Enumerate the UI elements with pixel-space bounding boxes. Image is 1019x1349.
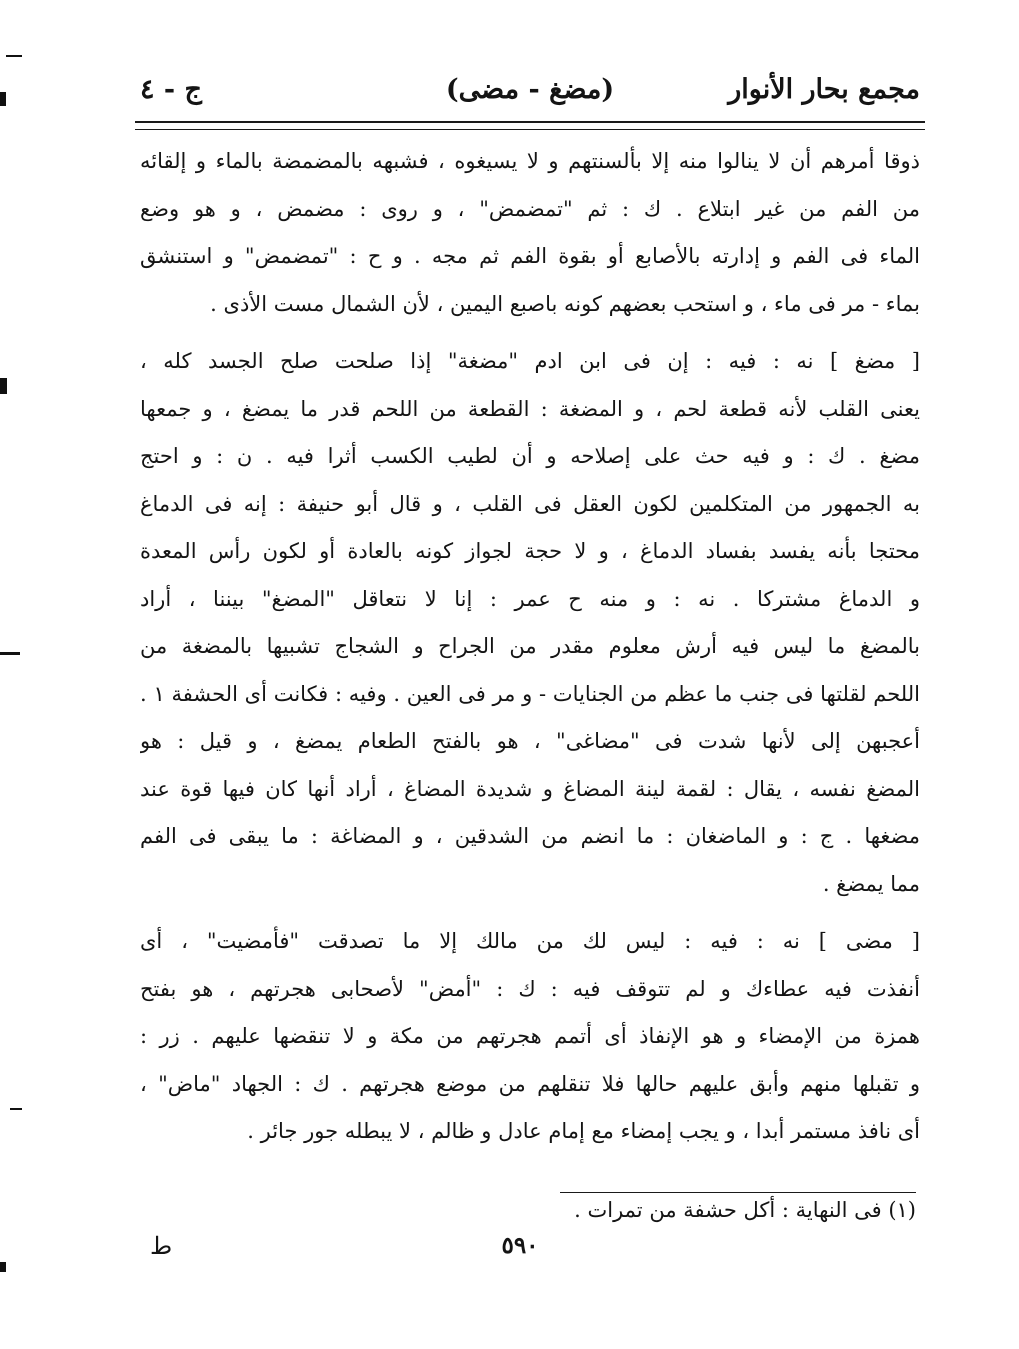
text-line: مما يمضغ . (822, 871, 920, 896)
text-line: من الفم من غير ابتلاع . ك : ثم "تمضمض" ، و روى : مضمض ، و هو وضع (140, 196, 920, 221)
header-rule (135, 121, 925, 130)
scan-edge-mark (0, 1262, 6, 1272)
text-line: بالمضغ ما ليس فيه أرش معلوم مقدر من الجراح و الشجاج تشبيها بالمضغة من (140, 634, 920, 658)
text-line: مضغ . ك : و فيه حث على إصلاحه و أن لطيب الكسب أثرا فيه . ن : و احتج (140, 444, 920, 468)
entry-heading-line: [ مضغ ] نه : فيه : إن فى ابن ادم "مضغة" إذا صلحت صلح الجسد كله ، (140, 349, 920, 373)
text-line: به الجمهور من المتكلمين لكون العقل فى القلب ، و قال أبو حنيفة : إنه فى الدماغ (140, 491, 920, 516)
text-line: بماء - مر فى ماء ، و استحب بعضهم كونه باصبع اليمين ، لأن الشمال مست الأذى . (210, 291, 920, 316)
text-line: و الدماغ مشتركا . نه : و منه ح عمر : إنا لا نتعاقل "المضغ" بيننا ، أراد (140, 586, 920, 611)
text-line: أنفذت فيه عطاءك و لم تتوقف فيه : ك : "أمض" لأصحابى هجرتهم ، هو بفتح (140, 976, 920, 1001)
footnote: (١) فى النهاية : أكل حشفة من تمرات . (574, 1198, 916, 1222)
text-line: اللحم لقلتها فى جنب ما عظم من الجنايات - و مر فى العين . وفيه : فكانت أى الحشفة ١ . (140, 681, 920, 706)
text-line: الماء فى الفم و إدارته بالأصابع أو بقوة الفم ثم مجه . و ح : "تمضمض" و استنشق (140, 244, 920, 268)
signature-mark: ط (150, 1232, 173, 1260)
text-line: ذوقا أمرهم أن لا ينالوا منه إلا بألسنتهم و لا يسيغوه ، فشبهه بالمضمضة بالماء و إلقائه (140, 149, 920, 173)
footnote-rule (560, 1192, 916, 1193)
text-line: المضغ نفسه ، يقال : لقمة لينة المضاغ و شديدة المضاغ ، أراد أنها كان فيها قوة عند (140, 776, 920, 801)
text-line: يعنى القلب لأنه قطعة لحم ، و المضغة : القطعة من اللحم قدر ما يمضغ ، و جمعها (140, 396, 920, 421)
volume-number: ج - ٤ (140, 74, 202, 105)
body-text (140, 138, 920, 1156)
text-line: أعجبهن إلى لأنها شدت فى "مضاغى" ، هو بالفتح الطعام يمضغ ، و قيل : هو (140, 729, 920, 753)
scan-edge-mark (10, 1108, 22, 1110)
text-line: همزة من الإمضاء و هو الإنفاذ أى أتمم هجرتهم من مكة و لا تنقضها عليهم . زر : (140, 1024, 920, 1048)
section-title: (مضغ - مضى) (445, 74, 615, 105)
scan-edge-mark (0, 378, 7, 394)
scan-edge-mark (6, 55, 22, 57)
text-line: محتجا بأنه يفسد بفساد الدماغ ، و لا حجة لجواز كونه بالعادة أو لكون رأس المعدة (140, 539, 920, 563)
text-line: أى نافذ مستمر أبدا ، و يجب إمضاء مع إمام عادل و ظالم ، لا يبطله جور جائر . (247, 1119, 920, 1143)
entry-heading-line: [ مضى ] نه : فيه : ليس لك من مالك إلا ما تصدقت "فأمضيت" ، أى (140, 929, 920, 953)
scan-edge-mark (0, 652, 20, 655)
running-header (140, 74, 920, 118)
scan-edge-mark (0, 92, 6, 106)
book-title: مجمع بحار الأنوار (728, 74, 920, 105)
text-line: و تقبلها منهم وأبق عليهم حالها فلا تنقلهم من موضع هجرتهم . ك : الجهاد "ماض" ، (140, 1071, 920, 1096)
text-line: مضغها . ج : و الماضغان : ما انضم من الشدقين ، و المضاغة : ما يبقى فى الفم (140, 824, 920, 848)
page-number: ٥٩٠ (501, 1232, 539, 1259)
